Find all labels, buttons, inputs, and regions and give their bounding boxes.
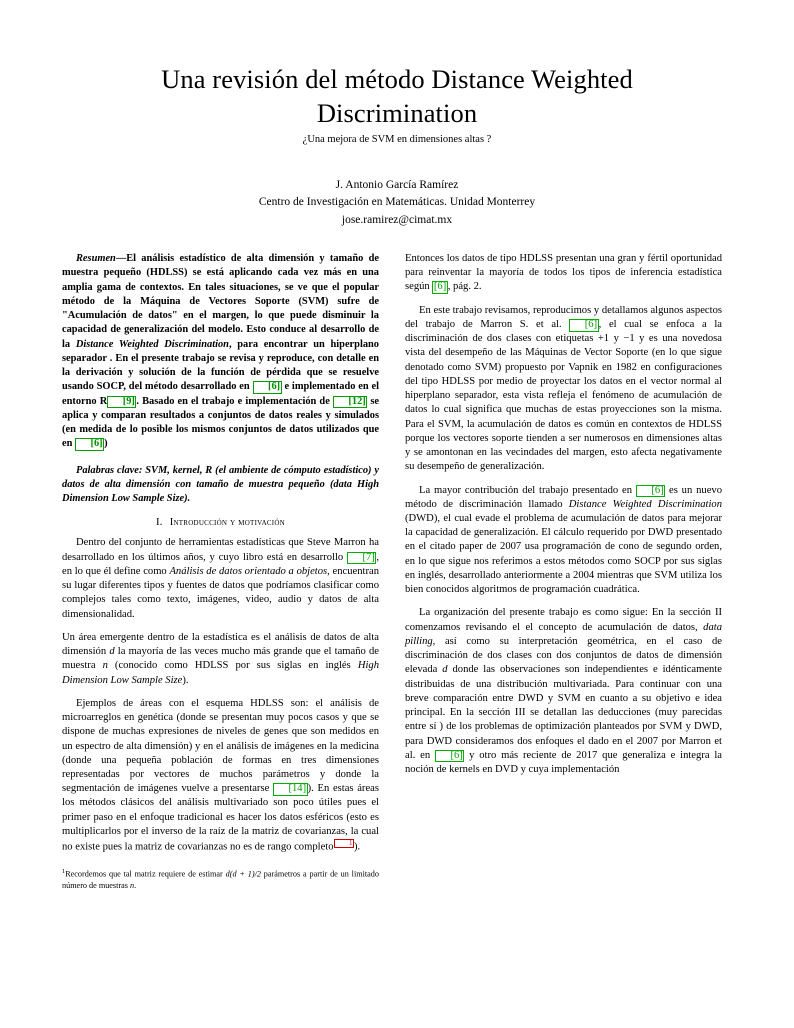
abstract-text-e: se aplica y comparan resultados a conjuntos de datos reales y simulados (en medida de lo posible los mismos conjuntos de datos utilizados que en — [62, 395, 379, 450]
lp2-text-c: (conocido como HDLSS por sus siglas en inglés — [107, 660, 358, 672]
right-column — [405, 252, 722, 891]
footnote-text-a: Recordemos que tal matriz requiere de estimar — [65, 869, 226, 879]
left-paragraph-2 — [62, 631, 379, 688]
author-affiliation: Centro de Investigación en Matemáticas. Unidad Monterrey — [258, 196, 536, 209]
rp3-text-b: es un nuevo método de discriminación llamado — [405, 484, 722, 510]
citation-link-7[interactable]: [7] — [347, 552, 376, 565]
rp4-italic-datapilling: data pilling — [405, 621, 722, 647]
page-title: Una revisión del método Distance Weighted Discrimination — [161, 64, 633, 129]
rp3-text-a: La mayor contribución del trabajo presentado en — [419, 484, 636, 496]
abstract-text-f: ) — [104, 438, 108, 450]
footnote-variable-n: n — [129, 880, 135, 890]
body-columns — [62, 252, 734, 891]
left-paragraph-1 — [62, 536, 379, 621]
footnote-text-b: parámetros a partir de un limitado número de muestras — [62, 869, 379, 890]
rp1-text-b: , pág. 2. — [447, 281, 482, 293]
section-heading-introduction — [62, 516, 379, 530]
left-paragraph-3 — [62, 697, 379, 855]
abstract-italic-dwd: Distance Weighted Discrimination — [75, 338, 229, 350]
rp1-text-a: Entonces los datos de tipo HDLSS presentan una gran y fértil oportunidad para reinventar la mayoría de todos los tipos de inferencia estadística según — [405, 253, 722, 293]
rp4-text-a: La organización del presente trabajo es como sigue: En la sección II comenzamos revisando el el concepto de acumulación de datos, — [405, 607, 722, 633]
section-title: Introducción y motivación — [169, 517, 285, 529]
lp2-text-b: la mayoría de las veces mucho más grande que el tamaño de muestra — [62, 646, 379, 672]
rp4-text-c: donde las observaciones son independientes e idénticamente distribuidas de una distribución multivariada. Para continuar con una breve comparación entre DWD y SVM en cuanto a su objetivo e idea principal. En la sección III se detallan las deducciones (muy parecidas entre sí ) de los problemas de optimización planteados por SVM y DWD, para DWD consideramos dos enfoques el dado en el 2007 por Marron et al. en — [405, 664, 722, 761]
lp1-text-c: , encuentran su lugar diferentes tipos y fuentes de datos que podríamos clasificar como complejos tales como texto, imágenes, video, audio y datos de alta dimensionalidad. — [62, 565, 379, 620]
lp1-italic-oodata: Análisis de datos orientado a objetos — [169, 565, 328, 577]
keywords-paragraph — [62, 464, 379, 507]
right-paragraph-2 — [405, 304, 722, 475]
citation-link-6f[interactable]: [6] — [435, 750, 464, 763]
citation-link-6[interactable]: [6] — [253, 381, 282, 393]
variable-d: d — [109, 646, 115, 658]
lp1-text-a: Dentro del conjunto de herramientas estadísticas que Steve Marron ha desarrollado en los últimos años, y cuyo libro está en desarrollo — [62, 537, 379, 563]
footnote-formula: d(d + 1)/2 — [225, 869, 261, 879]
rp4-text-d: y otro más reciente de 2017 que generaliza e integra la noción de kernels en DVD y cuya implementación — [405, 749, 722, 775]
abstract-text-a: El análisis estadístico de alta dimensión y tamaño de muestra pequeño (HDLSS) se está aplicando cada vez más en una amplia gama de contextos. En tales situaciones, se ve que el popular método de la Máquina de Vectores Soporte (SVM) sufre de "Acumulación de datos" en el margen, lo que puede disminuir la capacidad de generalización del modelo. Esto conduce al desarrollo de la — [62, 253, 379, 350]
left-column — [62, 252, 379, 891]
abstract-text-c: e implementado en el entorno R — [62, 381, 379, 407]
rp2-text-b: , el cual se enfoca a la discriminación de dos clases con etiquetas +1 y −1 y es una novedosa vista del desempeño de las Máquinas de Vector Soporte (en lo que sigue denotado como SVM) propuesto por Vapnik en 1982 en configuraciones del tipo HDLSS por medio de proyectar los datos en el vector normal al hiperplano separador, esta vista refleja el fenómeno de acumulación de datos lo cual significa que muchas de estas proyecciones son la misma. Para el SVM, la acumulación de datos es común en contextos de HDLSS porque los vectores soporte tienden a ser numerosos en dimensiones altas y se amontonan en las vecindades del margen, esto afecta negativamente su desempeño de generalización. — [405, 318, 722, 473]
citation-link-6d[interactable]: [6] — [569, 319, 598, 332]
rp4-variable-d: d — [442, 664, 448, 676]
variable-n: n — [102, 660, 108, 672]
citation-link-6b[interactable]: [6] — [75, 438, 104, 450]
lp3-text-b: ). En estas áreas los métodos clásicos del análisis multivariado son poco útiles pues el primer paso en el enfoque tradicional es hacer los datos esféricos (esto es multiplicarlos por el inverso de la raíz de la matriz de covarianzas, la cual no existe pues la matriz de covarianzas no es de rango completo — [62, 783, 379, 853]
footnote-text-c: . — [134, 880, 137, 890]
footnote-text — [62, 868, 379, 891]
citation-link-6e[interactable]: [6] — [636, 485, 665, 498]
abstract-dash: — — [115, 253, 127, 264]
rp4-text-b: , así como su interpretación geométrica, en el caso de discriminación de dos clases con dos conjuntos de datos de dimensión elevada — [405, 635, 722, 676]
citation-link-12[interactable]: [12] — [333, 396, 367, 408]
right-paragraph-4 — [405, 606, 722, 777]
lp2-italic-hdlss: High Dimension Low Sample Size — [62, 660, 379, 686]
author-name: J. Antonio García Ramírez — [335, 178, 459, 191]
author-email: jose.ramirez@cimat.mx — [341, 214, 453, 227]
footnote-marker[interactable]: 1 — [334, 839, 355, 848]
citation-link-6c[interactable]: [6] — [433, 281, 447, 293]
paper-subtitle: ¿Una mejora de SVM en dimensiones altas ? — [302, 133, 492, 145]
footnote-number: 1 — [62, 867, 66, 875]
right-paragraph-1 — [405, 252, 722, 295]
abstract-text-d: . Basado en el trabajo e implementación de — [136, 395, 333, 407]
section-number: I. — [156, 517, 163, 529]
keywords-text: SVM, kernel, R (el ambiente de cómputo estadístico) y datos de alta dimensión con tamaño de muestra pequeño (data High Dimension Low Sample Size). — [62, 464, 380, 504]
rp3-text-c: (DWD), el cual evade el problema de acumulación de datos para mejorar la capacidad de generalización. El cálculo requerido por DWD presentado en el citado paper de 2007 usa programación de cono de segundo orden, en lo que sigue nos referimos a estos métodos como SOCP por sus siglas en inglés, desarrollado anteriormente a 2004 mientras que SVM utiliza los bien conocidos algoritmos de programación cuadrática. — [405, 512, 722, 596]
rp2-text-a: En este trabajo revisamos, reproducimos y detallamos algunos aspectos del trabajo de Marron S. et al. — [405, 304, 722, 330]
abstract-paragraph — [62, 252, 379, 452]
rp3-italic-dwd: Distance Weighted Discrimination — [568, 498, 723, 510]
lp3-text-c: ). — [354, 841, 361, 853]
keywords-label: Palabras clave: — [76, 464, 143, 476]
lp3-text-a: Ejemplos de áreas con el esquema HDLSS son: el análisis de microarreglos en genética (donde se presentan muy pocos casos y que se dispone de muchas expresiones de niveles de genes que son medidos en un espectro de alta dimensión) y en el análisis de imágenes en la medicina (donde una pequeña población de formas en tres dimensiones representadas por vectores de muchos parámetros y donde la segmentación de imágenes vuelve a presentarse — [62, 697, 379, 795]
lp2-text-d: ). — [182, 674, 189, 686]
right-paragraph-3 — [405, 484, 722, 598]
lp1-text-b: , en lo que él define como — [62, 551, 379, 577]
lp2-text-a: Un área emergente dentro de la estadística es el análisis de datos de alta dimensión — [62, 631, 379, 658]
title-block — [0, 0, 794, 230]
citation-link-9[interactable]: [9] — [107, 396, 136, 408]
abstract-text-b: , para encontrar un hiperplano separador . En el presente trabajo se revisa y reproduce, con detalle en la derivación y solución de la función de pérdida que se resuelve usando SOCP, del método desarrollado en — [62, 338, 379, 393]
author-block — [80, 177, 714, 230]
abstract-label: Resumen — [76, 253, 116, 264]
citation-link-14[interactable]: [14] — [273, 783, 308, 796]
